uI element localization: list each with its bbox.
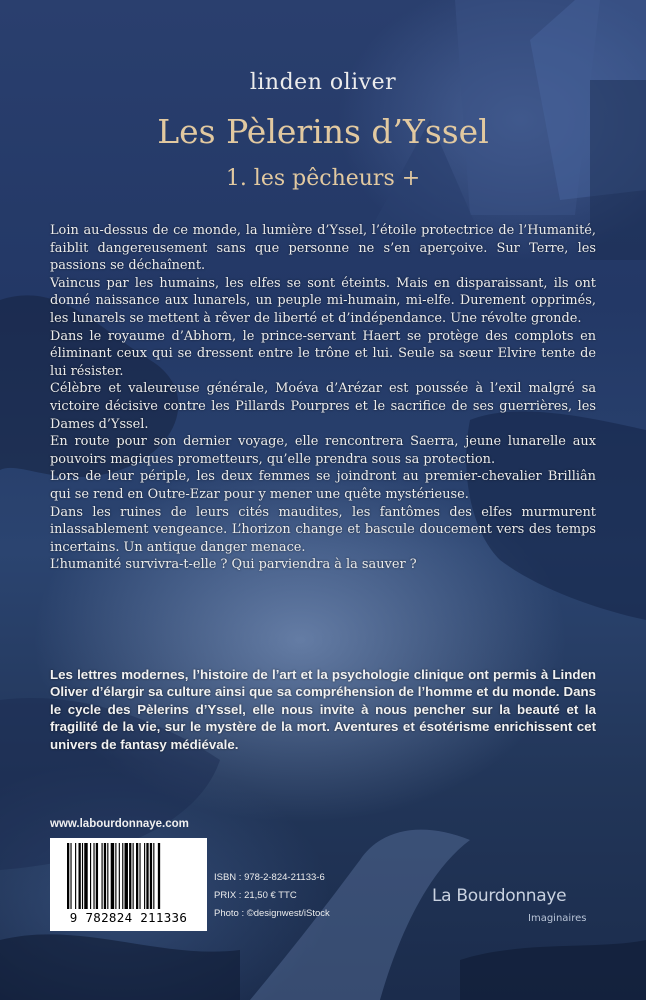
barcode-bar: [158, 843, 160, 909]
barcode-bar: [119, 843, 120, 909]
author-bio: Les lettres modernes, l’histoire de l’art et la psychologie clinique ont permis à Linden Oliver d’élargir sa culture ainsi que sa compréhension de l’homme et du monde. Dans le cycle des Pèlerins d’Yssel, elle nous invite à nous pencher sur la beauté et la fragilité de la vie, sur le mystère de la mort. Aventures et ésotérisme enrichissent cet univers de fantasy médiévale.: [50, 667, 596, 752]
barcode-bar: [125, 843, 128, 909]
price-text: PRIX : 21,50 € TTC: [214, 890, 297, 901]
barcode-bar: [153, 843, 154, 909]
author-name: linden oliver: [249, 70, 397, 95]
barcode-bar: [136, 843, 138, 909]
barcode-bar: [102, 843, 103, 909]
publisher-logo: La Bourdonnaye: [432, 886, 567, 906]
barcode-bar: [104, 843, 106, 909]
synopsis-paragraph: Célèbre et valeureuse générale, Moéva d’Arézar est poussée à l’exil malgré sa victoire décisive contre les Pillards Pourpres et le sacrifice de ses guerrières, les Dames d’Yssel.: [50, 381, 596, 432]
barcode-bar: [90, 843, 91, 909]
barcode-bar: [122, 843, 123, 909]
barcode-digits: 9 782824 211336: [69, 910, 188, 925]
synopsis: [50, 222, 596, 574]
synopsis-paragraph: Loin au-dessus de ce monde, la lumière d’Yssel, l’étoile protectrice de l’Humanité, faiblit dangereusement sans que personne ne s’en aperçoive. Sur Terre, les passions se déchaînent.: [50, 223, 596, 274]
barcode-bar: [115, 843, 116, 909]
barcode-bar: [67, 843, 69, 909]
synopsis-paragraph: Lors de leur périple, les deux femmes se joindront au premier-chevalier Brilliân qui se rend en Outre-Ezar pour y mener une quête mystérieuse.: [50, 469, 596, 502]
barcode-bar: [146, 843, 148, 909]
photo-credit: Photo : ©designwest/iStock: [214, 908, 330, 919]
synopsis-paragraph: En route pour son dernier voyage, elle rencontrera Saerra, jeune lunarelle aux pouvoirs magiques prometteurs, qu’elle prendra sous sa protection.: [50, 434, 596, 467]
barcode-bar: [96, 843, 98, 909]
publisher-collection: Imaginaires: [528, 913, 587, 924]
barcode-bar: [150, 843, 152, 909]
isbn-text: ISBN : 978-2-824-21133-6: [214, 872, 325, 883]
barcode-bar: [111, 843, 114, 909]
synopsis-paragraph: Dans les ruines de leurs cités maudites, les fantômes des elfes murmurent inlassablement vengeance. L’horizon change et bascule doucement vers des temps incertains. Un antique danger menace.: [50, 504, 596, 555]
barcode-bar: [70, 843, 71, 909]
barcode-bar: [93, 843, 94, 909]
barcode-bar: [79, 843, 81, 909]
barcode-bar: [107, 843, 108, 909]
barcode-bar: [84, 843, 87, 909]
barcode-bar: [129, 843, 131, 909]
barcode-bar: [144, 843, 145, 909]
barcode-bar: [82, 843, 83, 909]
barcode-label: [50, 838, 207, 931]
barcode-bar: [75, 843, 76, 909]
synopsis-paragraph: Vaincus par les humains, les elfes se sont éteints. Mais en disparaissant, ils ont donné naissance aux lunarels, un peuple mi-humain, mi-elfe. Durement opprimés, les lunarels se mettent à rêver de liberté et d’indépendance. Une révolte gronde.: [50, 275, 596, 326]
synopsis-paragraph: L’humanité survivra-t-elle ? Qui parviendra à la sauver ?: [50, 557, 417, 573]
book-title: Les Pèlerins d’Yssel: [157, 112, 489, 151]
barcode-bar: [139, 843, 140, 909]
publisher-website: www.labourdonnaye.com: [50, 818, 189, 830]
barcode-bar: [133, 843, 134, 909]
barcode-icon: [67, 843, 190, 909]
book-subtitle: 1. les pêcheurs +: [225, 166, 421, 191]
synopsis-paragraph: Dans le royaume d’Abhorn, le prince-servant Haert se protège des complots en éliminant ceux qui se dressent entre le trône et lui. Seule sa sœur Elvire tente de lui résister.: [50, 328, 596, 379]
